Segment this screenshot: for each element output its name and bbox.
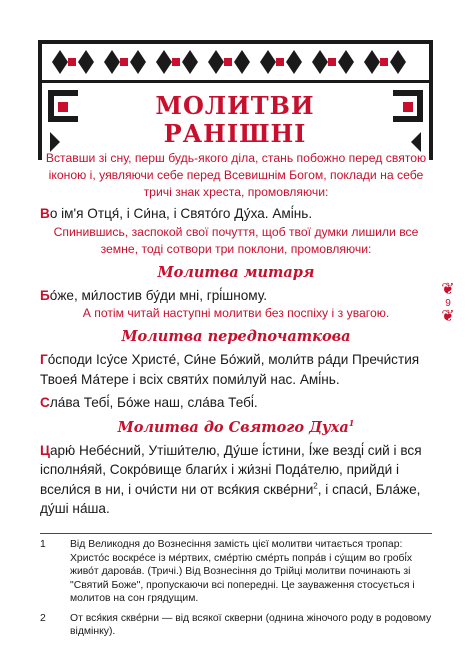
glory-prayer bbox=[40, 393, 432, 413]
heading-publican: Молитва митаря bbox=[157, 263, 315, 281]
holy-spirit-text-a: арю́ Небе́сний, Утіши́телю, Ду́ше і́стини, І́же везді́ сий і вся ісполня́яй, Сокро́вище благи́х і жи́зні Пода́телю, прийди́ і всели́ся в ни, і очи́сти ни от вся́кия скве́рни bbox=[40, 442, 422, 497]
rubric-bows: Спинившись, заспокой свої почуття, щоб твої думки лишили все земне, тоді сотвори три поклони, промовляючи: bbox=[53, 224, 419, 256]
preliminary-text: о́споди Ісу́се Христе́, Си́не Бо́жий, моли́тв ра́ди Пречи́стия Твоея́ Ма́тере і всіх святи́х поми́луй нас. Амі́нь. bbox=[40, 352, 420, 387]
preliminary-prayer bbox=[40, 350, 432, 389]
intro-rubric: Вставши зі сну, перш будь-якого діла, стань побожно перед святою іконою і, уявляючи себе перед Всевишнім Богом, поклади на себе тричі знак хреста, промовляючи: bbox=[45, 151, 427, 199]
fleur-icon: ❦ bbox=[441, 308, 455, 325]
footnote bbox=[40, 538, 432, 606]
drop-cap: Б bbox=[40, 287, 50, 303]
holy-spirit-text-b: , і спаси́, Бла́же, ду́ші на́ша. bbox=[40, 481, 421, 516]
fleur-icon: ❦ bbox=[441, 281, 455, 298]
page-number: 9 bbox=[445, 298, 451, 309]
glory-text: ла́ва Тебі́, Бо́же наш, сла́ва Тебі́. bbox=[49, 395, 258, 410]
rubric-read: А потім читай наступні молитви без поспіху і з увагою. bbox=[82, 306, 390, 320]
footnote-number: 2 bbox=[40, 612, 46, 624]
trinity-text: о ім'я Отця́, і Си́на, і Свято́го Ду́ха. Амі́нь. bbox=[49, 206, 313, 221]
footnote-text: От вся́кия скве́рни — від всякої скверни (однина жіночого роду в родовому відмінку). bbox=[70, 612, 432, 637]
drop-cap: Ц bbox=[40, 442, 50, 458]
holy-spirit-prayer bbox=[40, 441, 432, 519]
drop-cap: Г bbox=[40, 352, 48, 367]
footnote-number: 1 bbox=[40, 539, 46, 550]
drop-cap: В bbox=[40, 206, 50, 221]
footnote-text: Від Великодня до Вознесіння замість цієї молитви читається тропар: Христо́с воскре́се із ме́ртвих, сме́ртію сме́рть попра́в і су́щим во гробі́х живо́т дарова́в. (Тричі.) Від Вознесіння до Трійці молитви починають зі "Святий Боже", пропускаючи всі попередні. Це зауваження стосується і молитов на сон грядущим. bbox=[70, 539, 415, 604]
trinity-prayer bbox=[40, 204, 432, 224]
drop-cap: С bbox=[40, 395, 50, 410]
footnotes bbox=[40, 538, 432, 645]
title-line-2: РАНІШНІ bbox=[163, 119, 307, 148]
heading-holy-spirit-text: Молитва до Святого Духа bbox=[117, 418, 349, 436]
heading-preliminary: Молитва передпочаткова bbox=[121, 328, 351, 345]
publican-prayer bbox=[40, 286, 432, 306]
publican-text: о́же, ми́лостив бу́ди мні, грі́шному. bbox=[49, 287, 267, 303]
footnote bbox=[40, 612, 432, 639]
page-body bbox=[40, 150, 432, 519]
footnote-divider bbox=[40, 533, 432, 534]
footnote-ref-1[interactable]: 1 bbox=[348, 417, 355, 428]
heading-holy-spirit bbox=[40, 417, 432, 439]
footnote-ref-2[interactable]: 2 bbox=[313, 480, 318, 490]
title-line-1: МОЛИТВИ bbox=[155, 91, 315, 120]
page-title bbox=[0, 92, 470, 148]
page-number-marker bbox=[438, 282, 458, 325]
